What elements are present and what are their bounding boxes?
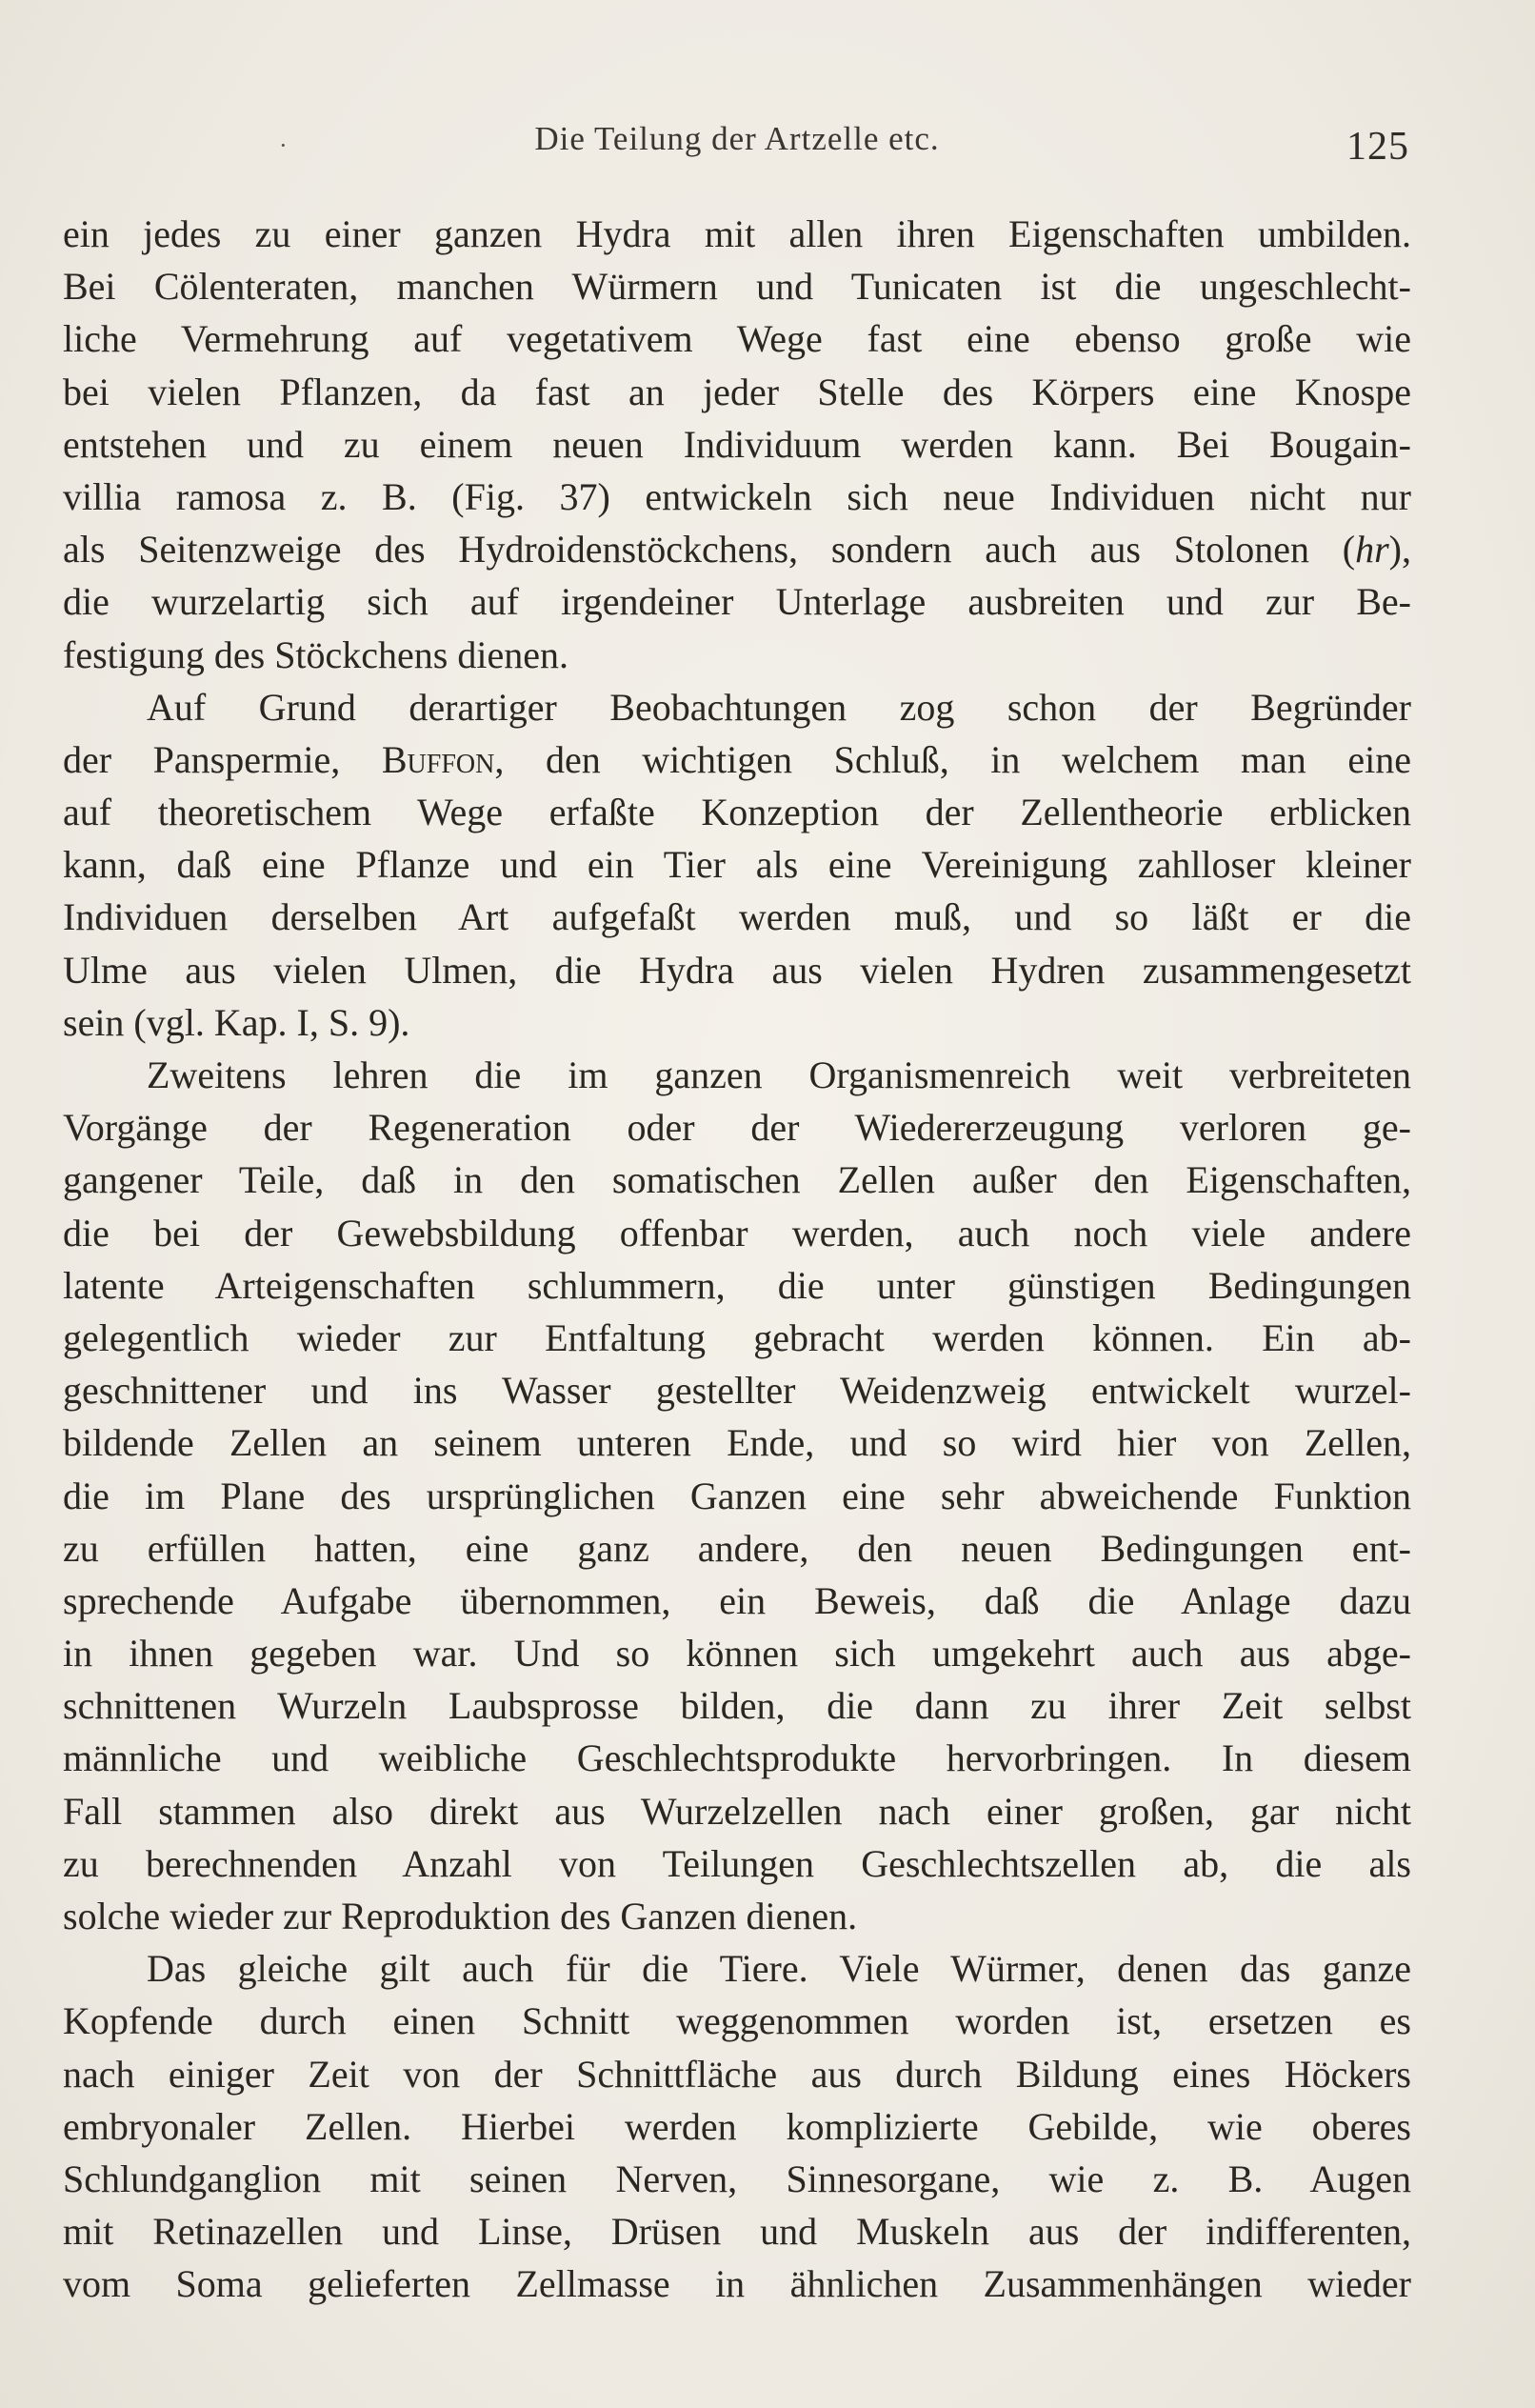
running-title: Die Teilung der Artzelle etc. xyxy=(534,120,940,157)
text-line: in ihnen gegeben war. Und so können sich umgekehrt auch aus abge- xyxy=(63,1632,1411,1676)
body-text xyxy=(63,208,1411,2311)
text-line: Individuen derselben Art aufgefaßt werden muß, und so läßt er die xyxy=(63,895,1411,939)
text-line: gangener Teile, daß in den somatischen Zellen außer den Eigenschaften, xyxy=(63,1158,1411,1202)
text-line: schnittenen Wurzeln Laubsprosse bilden, die dann zu ihrer Zeit selbst xyxy=(63,1684,1411,1728)
text-line: gelegentlich wieder zur Entfaltung gebracht werden können. Ein ab- xyxy=(63,1315,1411,1359)
text-line: auf theoretischem Wege erfaßte Konzeption der Zellentheorie erblicken xyxy=(63,791,1411,834)
text-line: Vorgänge der Regeneration oder der Wiedererzeugung verloren ge- xyxy=(63,1106,1411,1150)
text-line: embryonaler Zellen. Hierbei werden komplizierte Gebilde, wie oberes xyxy=(63,2104,1411,2148)
text-line: zu erfüllen hatten, eine ganz andere, den neuen Bedingungen ent- xyxy=(63,1526,1411,1570)
text-line: ein jedes zu einer ganzen Hydra mit allen ihren Eigenschaften umbilden. xyxy=(63,212,1411,255)
text-line: solche wieder zur Reproduktion des Ganzen dienen. xyxy=(63,1895,858,1937)
text-line: geschnittener und ins Wasser gestellter Weidenzweig entwickelt wurzel- xyxy=(63,1369,1411,1413)
text-line: villia ramosa z. B. (Fig. 37) entwickeln sich neue Individuen nicht nur xyxy=(63,474,1411,518)
text-line: Kopfende durch einen Schnitt weggenommen worden ist, ersetzen es xyxy=(63,1999,1411,2043)
text-line: vom Soma gelieferten Zellmasse in ähnlichen Zusammenhängen wieder xyxy=(63,2262,1411,2306)
text-line: kann, daß eine Pflanze und ein Tier als eine Vereinigung zahlloser kleiner xyxy=(63,843,1411,887)
text-line: latente Arteigenschaften schlummern, die unter günstigen Bedingungen xyxy=(63,1263,1411,1307)
text-line: die im Plane des ursprünglichen Ganzen eine sehr abweichende Funktion xyxy=(63,1474,1411,1517)
text-line: Fall stammen also direkt aus Wurzelzellen nach einer großen, gar nicht xyxy=(63,1789,1411,1833)
header-dot: · xyxy=(279,131,288,159)
text-line: Ulme aus vielen Ulmen, die Hydra aus vielen Hydren zusammengesetzt xyxy=(63,948,1411,992)
text-line: nach einiger Zeit von der Schnittfläche aus durch Bildung eines Höckers xyxy=(63,2052,1411,2096)
text-line: mit Retinazellen und Linse, Drüsen und Muskeln aus der indifferenten, xyxy=(63,2210,1411,2254)
text-line: männliche und weibliche Geschlechtsprodukte hervorbringen. In diesem xyxy=(63,1736,1411,1780)
text-line: Das gleiche gilt auch für die Tiere. Viele Würmer, denen das ganze xyxy=(147,1947,1411,1991)
text-line: bei vielen Pflanzen, da fast an jeder Stelle des Körpers eine Knospe xyxy=(63,370,1411,413)
text-line: Schlundganglion mit seinen Nerven, Sinnesorgane, wie z. B. Augen xyxy=(63,2157,1411,2200)
text-line: der Panspermie, Buffon, den wichtigen Schluß, in welchem man eine xyxy=(63,737,1411,781)
text-line: Zweitens lehren die im ganzen Organismenreich weit verbreiteten xyxy=(147,1054,1411,1096)
page-header xyxy=(65,112,1409,170)
text-line: sein (vgl. Kap. I, S. 9). xyxy=(63,1000,410,1044)
text-line: entstehen und zu einem neuen Individuum werden kann. Bei Bougain- xyxy=(63,422,1411,466)
text-line: sprechende Aufgabe übernommen, ein Beweis, daß die Anlage dazu xyxy=(63,1578,1411,1622)
page-number: 125 xyxy=(1346,125,1409,169)
text-line: die wurzelartig sich auf irgendeiner Unterlage ausbreiten und zur Be- xyxy=(63,580,1411,624)
text-line: Auf Grund derartiger Beobachtungen zog schon der Begründer xyxy=(147,685,1411,729)
text-line: zu berechnenden Anzahl von Teilungen Geschlechtszellen ab, die als xyxy=(63,1841,1411,1885)
text-line: festigung des Stöckchens dienen. xyxy=(63,632,568,676)
text-line: die bei der Gewebsbildung offenbar werden, auch noch viele andere xyxy=(63,1211,1411,1254)
text-line: liche Vermehrung auf vegetativem Wege fast eine ebenso große wie xyxy=(63,317,1411,361)
text-line: als Seitenzweige des Hydroidenstöckchens, sondern auch aus Stolonen (hr), xyxy=(63,528,1411,572)
text-line: Bei Cölenteraten, manchen Würmern und Tunicaten ist die ungeschlecht- xyxy=(63,265,1411,309)
text-line: bildende Zellen an seinem unteren Ende, und so wird hier von Zellen, xyxy=(63,1421,1411,1465)
